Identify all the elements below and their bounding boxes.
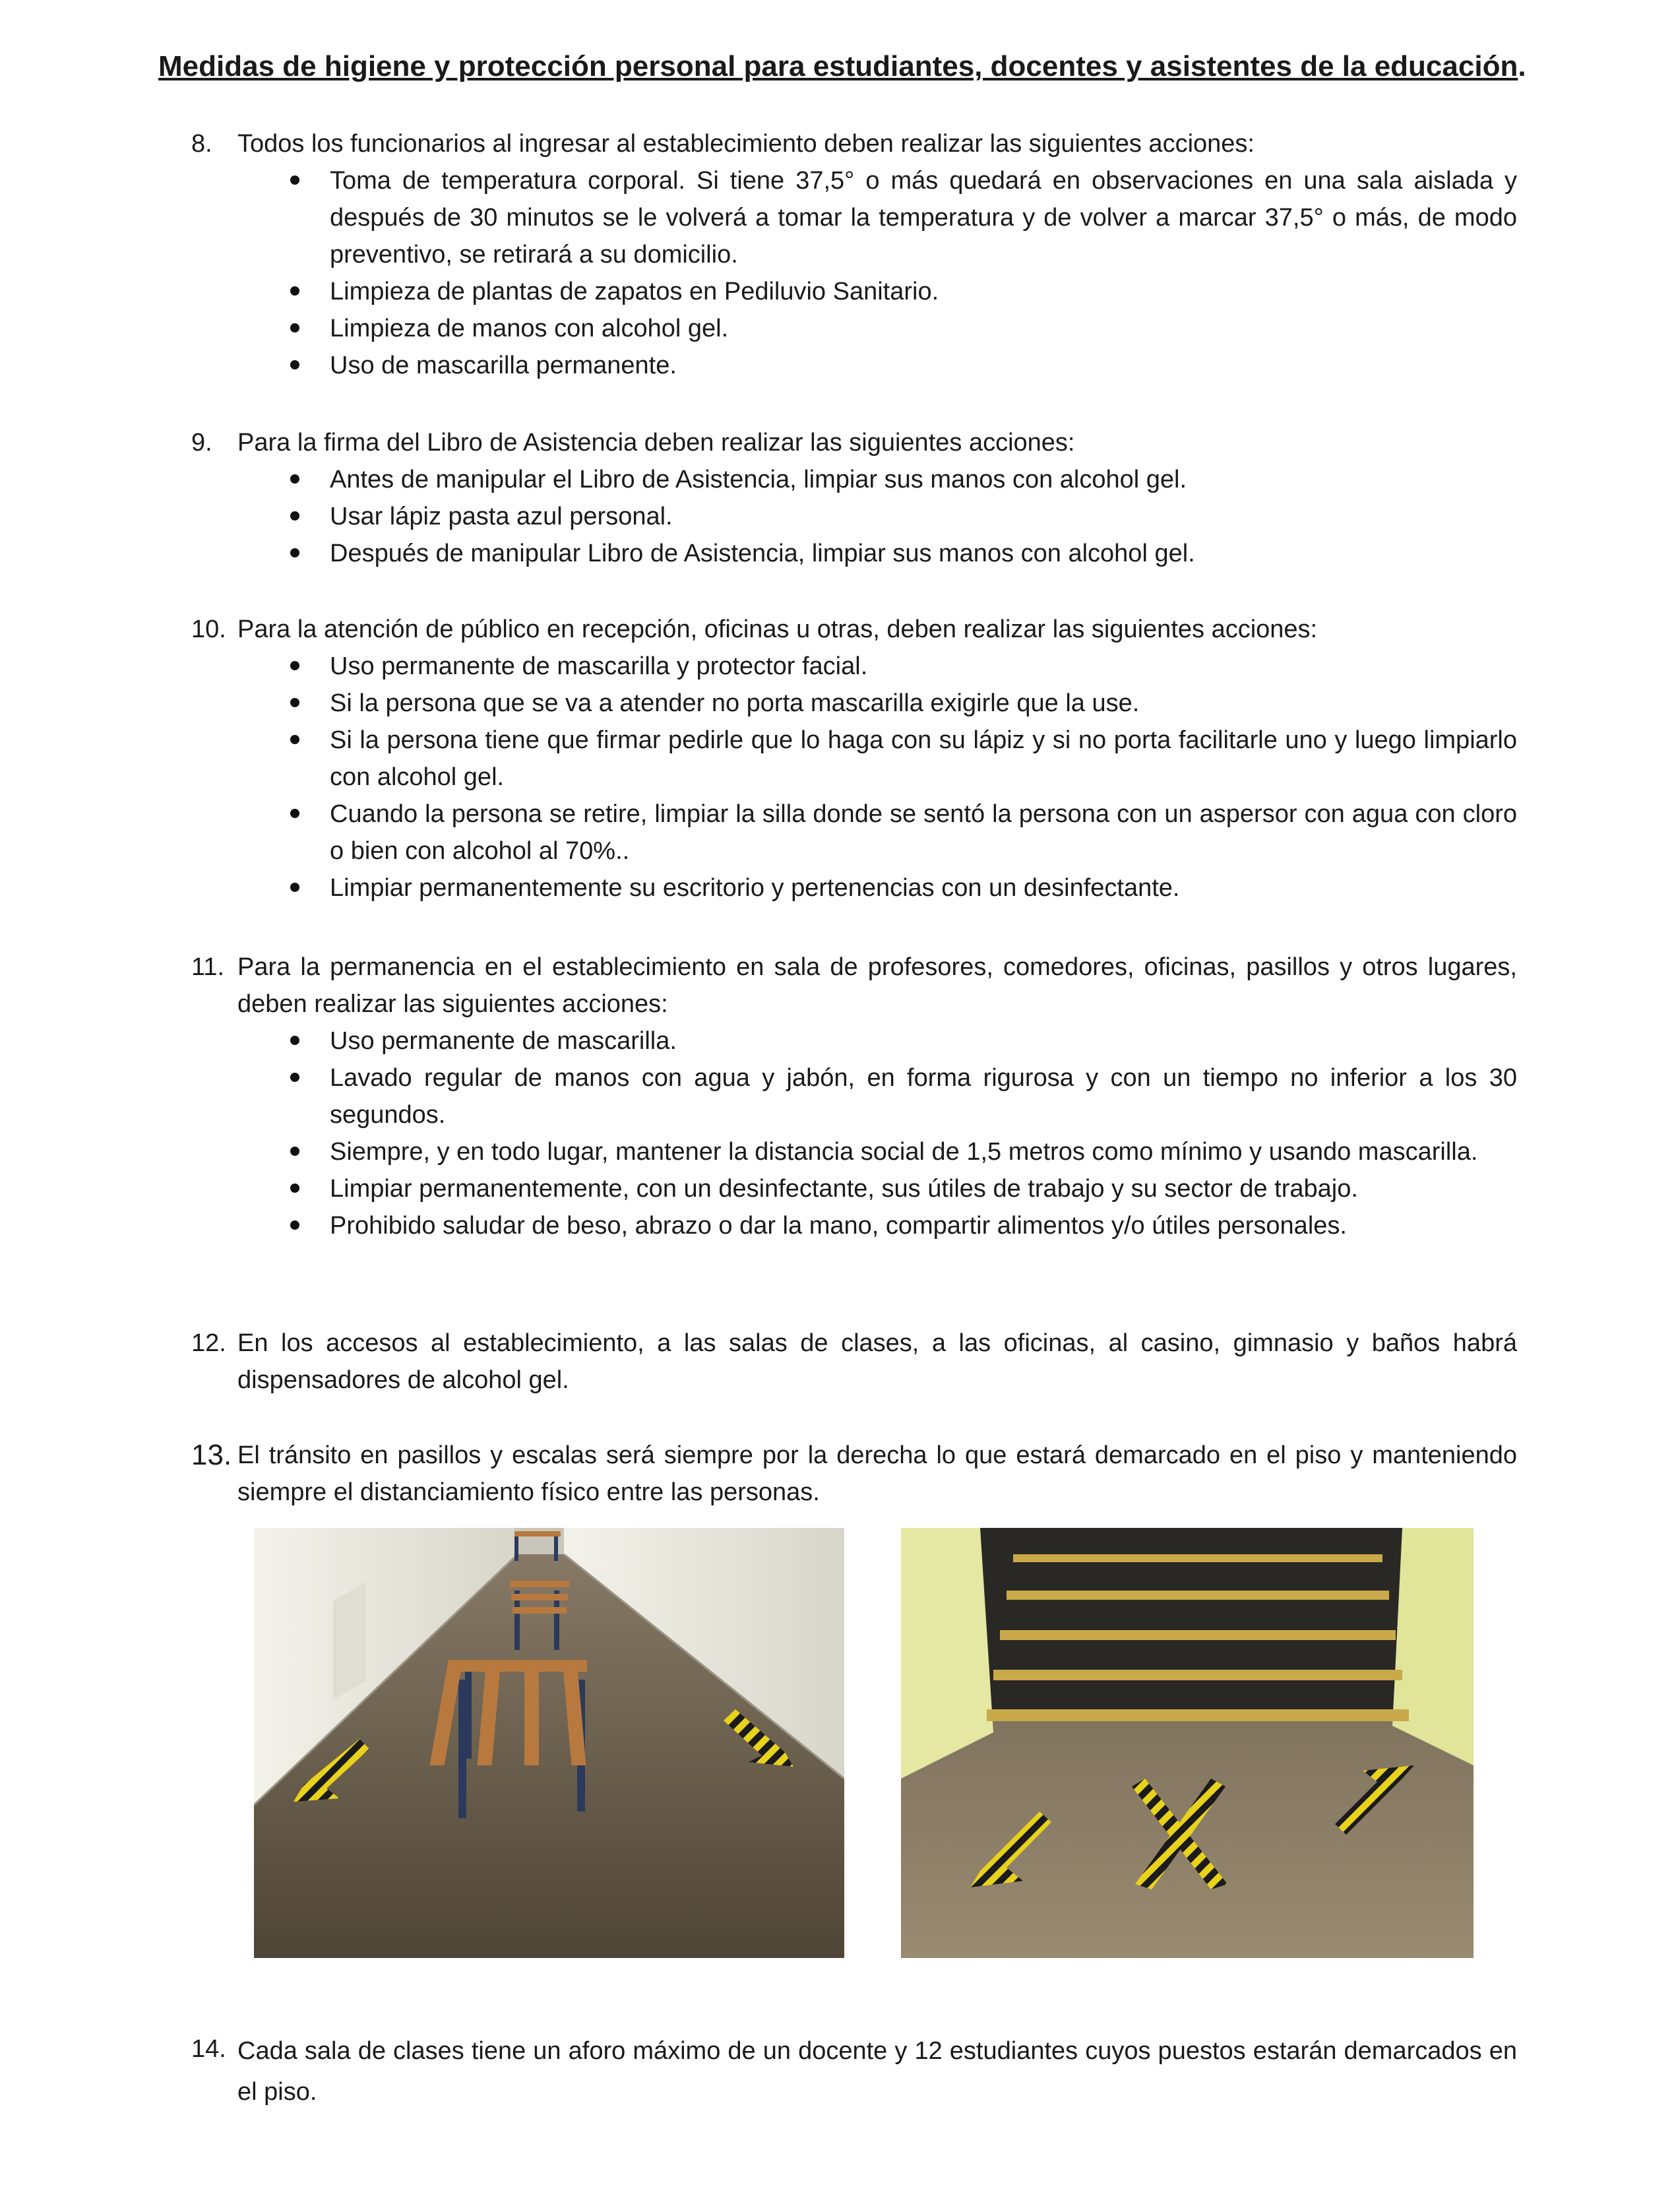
list-item-12	[191, 1325, 1517, 1399]
bullet-list	[290, 1023, 1517, 1244]
hallway-benches-photo	[254, 1528, 844, 1958]
bullet-item: Uso de mascarilla permanente.	[290, 347, 1517, 384]
bullet-item: Limpiar permanentemente su escritorio y pertenencias con un desinfectante.	[290, 869, 1517, 906]
item-number: 9.	[191, 429, 212, 457]
item-text: Para la firma del Libro de Asistencia deben realizar las siguientes acciones:	[237, 429, 1075, 457]
list-item-8	[191, 125, 1517, 384]
item-text: Para la atención de público en recepción, oficinas u otras, deben realizar las siguientes acciones:	[237, 616, 1318, 643]
item-text: En los accesos al establecimiento, a las salas de clases, a las oficinas, al casino, gimnasio y baños habrá dispensadores de alcohol gel.	[237, 1329, 1517, 1394]
bullet-item: Toma de temperatura corporal. Si tiene 37,5° o más quedará en observaciones en una sala aislada y después de 30 minutos se le volverá a tomar la temperatura y de volver a marcar 37,5° o más, de modo preventivo, se retirará a su domicilio.	[290, 162, 1517, 273]
bullet-item: Limpiar permanentemente, con un desinfectante, sus útiles de trabajo y su sector de trabajo.	[290, 1170, 1517, 1207]
bullet-item: Después de manipular Libro de Asistencia, limpiar sus manos con alcohol gel.	[290, 535, 1517, 572]
bullet-item: Antes de manipular el Libro de Asistencia, limpiar sus manos con alcohol gel.	[290, 461, 1517, 498]
list-item-10	[191, 611, 1517, 906]
bullet-item: Limpieza de plantas de zapatos en Pediluvio Sanitario.	[290, 273, 1517, 310]
bullet-list	[290, 648, 1517, 906]
list-item-14	[191, 2031, 1517, 2112]
bullet-item: Cuando la persona se retire, limpiar la silla donde se sentó la persona con un aspersor con agua con cloro o bien con alcohol al 70%..	[290, 796, 1517, 869]
item-text: Todos los funcionarios al ingresar al establecimiento deben realizar las siguientes acciones:	[237, 130, 1255, 158]
page-title	[158, 50, 1526, 83]
bullet-item: Siempre, y en todo lugar, mantener la distancia social de 1,5 metros como mínimo y usando mascarilla.	[290, 1133, 1517, 1170]
bullet-item: Limpieza de manos con alcohol gel.	[290, 310, 1517, 347]
item-number: 10.	[191, 616, 226, 643]
bullet-item: Si la persona que se va a atender no porta mascarilla exigirle que la use.	[290, 685, 1517, 722]
bullet-item: Lavado regular de manos con agua y jabón, en forma rigurosa y con un tiempo no inferior a los 30 segundos.	[290, 1059, 1517, 1133]
list-item-11	[191, 949, 1517, 1244]
item-number: 12.	[191, 1329, 226, 1357]
bullet-item: Prohibido saludar de beso, abrazo o dar la mano, compartir alimentos y/o útiles personales.	[290, 1207, 1517, 1244]
bullet-item: Si la persona tiene que firmar pedirle que lo haga con su lápiz y si no porta facilitarle uno y luego limpiarlo con alcohol gel.	[290, 722, 1517, 796]
item-number: 11.	[191, 953, 225, 981]
stairs-markings-photo	[901, 1528, 1474, 1958]
page-title-period: .	[1518, 50, 1526, 82]
bullet-list	[290, 162, 1517, 384]
bullet-item: Uso permanente de mascarilla y protector facial.	[290, 648, 1517, 685]
page-title-text: Medidas de higiene y protección personal para estudiantes, docentes y asistentes de la educación	[158, 50, 1518, 82]
list-item-13	[191, 1437, 1517, 1511]
item-text: Cada sala de clases tiene un aforo máximo de un docente y 12 estudiantes cuyos puestos estarán demarcados en el piso.	[237, 2037, 1517, 2106]
item-number: 13.	[191, 1439, 232, 1471]
item-text: Para la permanencia en el establecimiento en sala de profesores, comedores, oficinas, pasillos y otros lugares, deben realizar las siguientes acciones:	[237, 953, 1517, 1018]
bullet-item: Usar lápiz pasta azul personal.	[290, 498, 1517, 535]
bullet-list	[290, 461, 1517, 572]
item-number: 14.	[191, 2035, 226, 2063]
list-item-9	[191, 424, 1517, 572]
bullet-item: Uso permanente de mascarilla.	[290, 1023, 1517, 1059]
item-number: 8.	[191, 130, 212, 158]
item-text: El tránsito en pasillos y escalas será siempre por la derecha lo que estará demarcado en el piso y manteniendo siempre el distanciamiento físico entre las personas.	[237, 1441, 1517, 1506]
